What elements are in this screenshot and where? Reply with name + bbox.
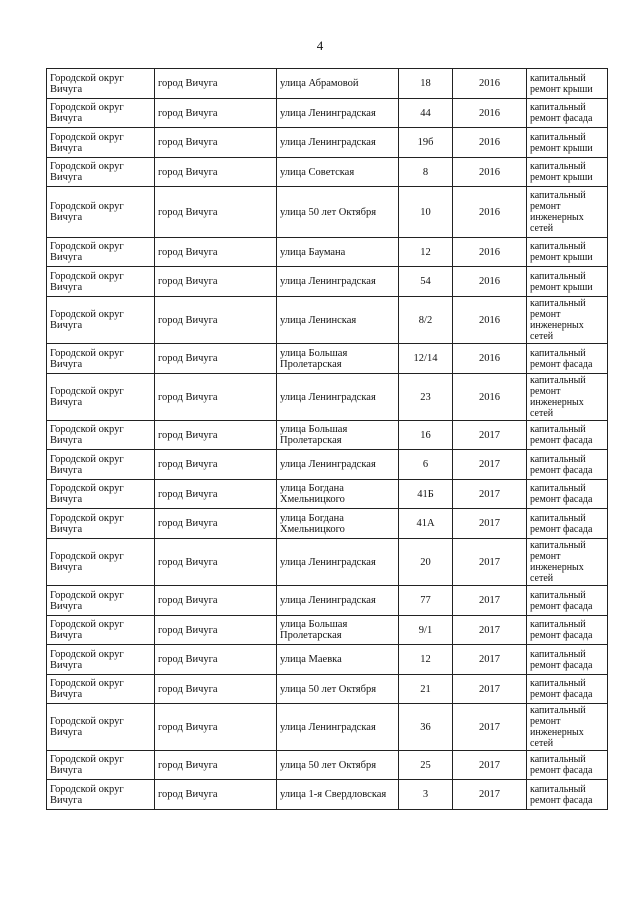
cell-municipality: Городской округ Вичуга <box>47 69 155 99</box>
cell-street: улица Маевка <box>277 645 399 675</box>
cell-year: 2016 <box>453 128 527 158</box>
cell-year: 2017 <box>453 616 527 645</box>
cell-work-type: капитальный ремонт фасада <box>527 99 608 128</box>
cell-house-number: 20 <box>399 539 453 586</box>
cell-house-number: 12 <box>399 238 453 267</box>
cell-year: 2017 <box>453 751 527 780</box>
cell-work-type: капитальный ремонт фасада <box>527 509 608 539</box>
cell-street: улица Ленинградская <box>277 267 399 297</box>
cell-street: улица Ленинградская <box>277 374 399 421</box>
cell-street: улица 1-я Свердловская <box>277 780 399 810</box>
cell-settlement: город Вичуга <box>155 158 277 187</box>
cell-work-type: капитальный ремонт фасада <box>527 421 608 450</box>
cell-settlement: город Вичуга <box>155 187 277 238</box>
cell-house-number: 41А <box>399 509 453 539</box>
cell-street: улица Большая Пролетарская <box>277 616 399 645</box>
cell-house-number: 23 <box>399 374 453 421</box>
table-row <box>47 374 608 421</box>
cell-work-type: капитальный ремонт фасада <box>527 480 608 509</box>
cell-municipality: Городской округ Вичуга <box>47 297 155 344</box>
cell-settlement: город Вичуга <box>155 238 277 267</box>
cell-street: улица Большая Пролетарская <box>277 421 399 450</box>
cell-street: улица Ленинградская <box>277 128 399 158</box>
cell-street: улица Советская <box>277 158 399 187</box>
cell-street: улица 50 лет Октября <box>277 187 399 238</box>
table-row <box>47 586 608 616</box>
cell-house-number: 18 <box>399 69 453 99</box>
cell-settlement: город Вичуга <box>155 69 277 99</box>
cell-municipality: Городской округ Вичуга <box>47 509 155 539</box>
cell-house-number: 41Б <box>399 480 453 509</box>
cell-house-number: 9/1 <box>399 616 453 645</box>
cell-municipality: Городской округ Вичуга <box>47 539 155 586</box>
table-row <box>47 645 608 675</box>
cell-settlement: город Вичуга <box>155 480 277 509</box>
cell-municipality: Городской округ Вичуга <box>47 450 155 480</box>
cell-municipality: Городской округ Вичуга <box>47 187 155 238</box>
cell-house-number: 44 <box>399 99 453 128</box>
cell-street: улица Баумана <box>277 238 399 267</box>
cell-street: улица Богдана Хмельницкого <box>277 480 399 509</box>
cell-municipality: Городской округ Вичуга <box>47 374 155 421</box>
cell-work-type: капитальный ремонт фасада <box>527 751 608 780</box>
cell-municipality: Городской округ Вичуга <box>47 780 155 810</box>
cell-work-type: капитальный ремонт фасада <box>527 450 608 480</box>
table-row <box>47 480 608 509</box>
cell-work-type: капитальный ремонт фасада <box>527 586 608 616</box>
cell-street: улица Ленинградская <box>277 539 399 586</box>
cell-settlement: город Вичуга <box>155 450 277 480</box>
table-row <box>47 509 608 539</box>
cell-work-type: капитальный ремонт инженерных сетей <box>527 374 608 421</box>
cell-house-number: 8/2 <box>399 297 453 344</box>
table-row <box>47 238 608 267</box>
cell-year: 2017 <box>453 450 527 480</box>
cell-street: улица Ленинградская <box>277 450 399 480</box>
cell-year: 2016 <box>453 267 527 297</box>
cell-work-type: капитальный ремонт фасада <box>527 616 608 645</box>
table-row <box>47 297 608 344</box>
cell-year: 2017 <box>453 480 527 509</box>
cell-settlement: город Вичуга <box>155 616 277 645</box>
table-row <box>47 421 608 450</box>
cell-house-number: 10 <box>399 187 453 238</box>
cell-municipality: Городской округ Вичуга <box>47 158 155 187</box>
cell-work-type: капитальный ремонт крыши <box>527 267 608 297</box>
table-row <box>47 539 608 586</box>
cell-municipality: Городской округ Вичуга <box>47 267 155 297</box>
cell-year: 2016 <box>453 99 527 128</box>
cell-house-number: 12 <box>399 645 453 675</box>
table-row <box>47 267 608 297</box>
table-row <box>47 450 608 480</box>
table-row <box>47 187 608 238</box>
cell-work-type: капитальный ремонт крыши <box>527 238 608 267</box>
cell-municipality: Городской округ Вичуга <box>47 128 155 158</box>
table-row <box>47 751 608 780</box>
cell-settlement: город Вичуга <box>155 297 277 344</box>
cell-street: улица 50 лет Октября <box>277 751 399 780</box>
cell-work-type: капитальный ремонт фасада <box>527 780 608 810</box>
cell-year: 2016 <box>453 238 527 267</box>
cell-settlement: город Вичуга <box>155 509 277 539</box>
cell-house-number: 6 <box>399 450 453 480</box>
cell-street: улица Абрамовой <box>277 69 399 99</box>
cell-street: улица Ленинградская <box>277 586 399 616</box>
cell-year: 2016 <box>453 158 527 187</box>
cell-work-type: капитальный ремонт инженерных сетей <box>527 704 608 751</box>
table-row <box>47 99 608 128</box>
cell-year: 2017 <box>453 675 527 704</box>
cell-year: 2017 <box>453 780 527 810</box>
cell-settlement: город Вичуга <box>155 374 277 421</box>
cell-year: 2016 <box>453 374 527 421</box>
cell-street: улица Большая Пролетарская <box>277 344 399 374</box>
cell-year: 2017 <box>453 704 527 751</box>
cell-year: 2016 <box>453 344 527 374</box>
table-row <box>47 780 608 810</box>
table-body <box>47 69 608 810</box>
cell-municipality: Городской округ Вичуга <box>47 480 155 509</box>
cell-municipality: Городской округ Вичуга <box>47 675 155 704</box>
cell-work-type: капитальный ремонт инженерных сетей <box>527 539 608 586</box>
cell-settlement: город Вичуга <box>155 704 277 751</box>
cell-municipality: Городской округ Вичуга <box>47 586 155 616</box>
cell-municipality: Городской округ Вичуга <box>47 616 155 645</box>
cell-work-type: капитальный ремонт фасада <box>527 645 608 675</box>
cell-municipality: Городской округ Вичуга <box>47 344 155 374</box>
cell-year: 2016 <box>453 69 527 99</box>
cell-settlement: город Вичуга <box>155 645 277 675</box>
table-row <box>47 704 608 751</box>
cell-work-type: капитальный ремонт крыши <box>527 69 608 99</box>
cell-work-type: капитальный ремонт крыши <box>527 128 608 158</box>
cell-year: 2016 <box>453 297 527 344</box>
cell-street: улица Ленинградская <box>277 99 399 128</box>
cell-year: 2017 <box>453 539 527 586</box>
table-row <box>47 344 608 374</box>
cell-house-number: 21 <box>399 675 453 704</box>
cell-municipality: Городской округ Вичуга <box>47 99 155 128</box>
cell-year: 2017 <box>453 645 527 675</box>
table-row <box>47 128 608 158</box>
cell-house-number: 36 <box>399 704 453 751</box>
cell-year: 2017 <box>453 509 527 539</box>
cell-settlement: город Вичуга <box>155 751 277 780</box>
cell-settlement: город Вичуга <box>155 539 277 586</box>
cell-municipality: Городской округ Вичуга <box>47 238 155 267</box>
cell-municipality: Городской округ Вичуга <box>47 751 155 780</box>
cell-work-type: капитальный ремонт фасада <box>527 344 608 374</box>
cell-settlement: город Вичуга <box>155 344 277 374</box>
cell-settlement: город Вичуга <box>155 421 277 450</box>
page-number: 4 <box>316 38 324 53</box>
table-row <box>47 158 608 187</box>
cell-year: 2016 <box>453 187 527 238</box>
cell-settlement: город Вичуга <box>155 780 277 810</box>
cell-year: 2017 <box>453 586 527 616</box>
cell-municipality: Городской округ Вичуга <box>47 421 155 450</box>
cell-settlement: город Вичуга <box>155 586 277 616</box>
cell-work-type: капитальный ремонт крыши <box>527 158 608 187</box>
cell-work-type: капитальный ремонт инженерных сетей <box>527 297 608 344</box>
cell-house-number: 12/14 <box>399 344 453 374</box>
cell-street: улица Ленинградская <box>277 704 399 751</box>
cell-settlement: город Вичуга <box>155 99 277 128</box>
cell-year: 2017 <box>453 421 527 450</box>
cell-street: улица Богдана Хмельницкого <box>277 509 399 539</box>
cell-settlement: город Вичуга <box>155 128 277 158</box>
cell-municipality: Городской округ Вичуга <box>47 645 155 675</box>
cell-settlement: город Вичуга <box>155 675 277 704</box>
table-row <box>47 616 608 645</box>
table-row <box>47 675 608 704</box>
cell-house-number: 54 <box>399 267 453 297</box>
cell-house-number: 19б <box>399 128 453 158</box>
cell-work-type: капитальный ремонт инженерных сетей <box>527 187 608 238</box>
cell-settlement: город Вичуга <box>155 267 277 297</box>
cell-work-type: капитальный ремонт фасада <box>527 675 608 704</box>
cell-street: улица Ленинская <box>277 297 399 344</box>
cell-house-number: 16 <box>399 421 453 450</box>
cell-house-number: 77 <box>399 586 453 616</box>
cell-house-number: 25 <box>399 751 453 780</box>
table-row <box>47 69 608 99</box>
repair-register-table <box>46 68 608 810</box>
cell-house-number: 8 <box>399 158 453 187</box>
cell-municipality: Городской округ Вичуга <box>47 704 155 751</box>
cell-house-number: 3 <box>399 780 453 810</box>
cell-street: улица 50 лет Октября <box>277 675 399 704</box>
